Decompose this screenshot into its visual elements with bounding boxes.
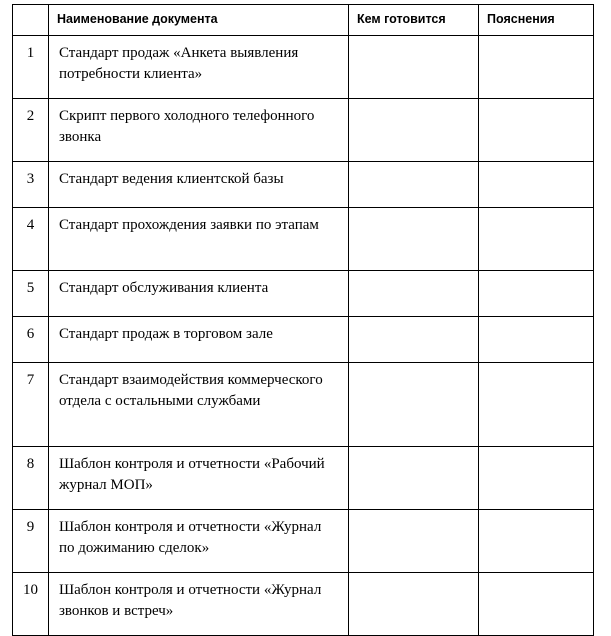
table-header-row	[13, 5, 594, 36]
row-document-name: Стандарт ведения клиентской базы	[49, 162, 349, 208]
row-notes	[479, 162, 594, 208]
row-document-name: Шаблон контроля и отчетности «Журнал по дожиманию сделок»	[49, 510, 349, 573]
table-row	[13, 162, 594, 208]
row-prepared-by	[349, 99, 479, 162]
column-header-number	[13, 5, 49, 36]
row-number: 3	[13, 162, 49, 208]
row-number: 7	[13, 363, 49, 447]
row-number: 9	[13, 510, 49, 573]
table-row	[13, 363, 594, 447]
row-prepared-by	[349, 510, 479, 573]
row-prepared-by	[349, 162, 479, 208]
row-prepared-by	[349, 271, 479, 317]
table-row	[13, 99, 594, 162]
row-prepared-by	[349, 573, 479, 636]
column-header-notes: Пояснения	[479, 5, 594, 36]
row-notes	[479, 363, 594, 447]
row-notes	[479, 36, 594, 99]
row-document-name: Стандарт продаж в торговом зале	[49, 317, 349, 363]
row-number: 1	[13, 36, 49, 99]
row-document-name: Стандарт продаж «Анкета выявления потребности клиента»	[49, 36, 349, 99]
table-row	[13, 36, 594, 99]
table-header	[13, 5, 594, 36]
row-prepared-by	[349, 447, 479, 510]
row-notes	[479, 510, 594, 573]
column-header-prepared-by: Кем готовится	[349, 5, 479, 36]
table-row	[13, 271, 594, 317]
documents-table	[12, 4, 594, 636]
row-document-name: Шаблон контроля и отчетности «Рабочий журнал МОП»	[49, 447, 349, 510]
table-row	[13, 317, 594, 363]
row-document-name: Стандарт обслуживания клиента	[49, 271, 349, 317]
table-body	[13, 36, 594, 636]
row-prepared-by	[349, 208, 479, 271]
row-number: 2	[13, 99, 49, 162]
row-notes	[479, 447, 594, 510]
table-row	[13, 573, 594, 636]
row-notes	[479, 208, 594, 271]
row-number: 5	[13, 271, 49, 317]
row-number: 8	[13, 447, 49, 510]
table-row	[13, 208, 594, 271]
table-row	[13, 447, 594, 510]
row-notes	[479, 99, 594, 162]
table-row	[13, 510, 594, 573]
row-notes	[479, 271, 594, 317]
row-number: 4	[13, 208, 49, 271]
row-prepared-by	[349, 363, 479, 447]
row-document-name: Стандарт взаимодействия коммерческого отдела с остальными службами	[49, 363, 349, 447]
row-prepared-by	[349, 317, 479, 363]
row-document-name: Шаблон контроля и отчетности «Журнал звонков и встреч»	[49, 573, 349, 636]
row-number: 10	[13, 573, 49, 636]
row-document-name: Скрипт первого холодного телефонного звонка	[49, 99, 349, 162]
row-prepared-by	[349, 36, 479, 99]
row-notes	[479, 573, 594, 636]
row-number: 6	[13, 317, 49, 363]
row-notes	[479, 317, 594, 363]
column-header-name: Наименование документа	[49, 5, 349, 36]
row-document-name: Стандарт прохождения заявки по этапам	[49, 208, 349, 271]
